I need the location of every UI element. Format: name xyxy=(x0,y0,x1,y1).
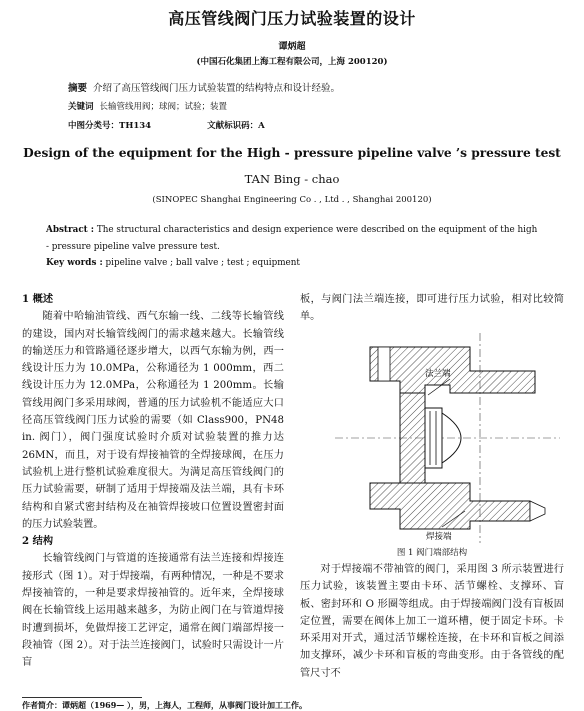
weld-end-section xyxy=(370,483,530,529)
english-abstract xyxy=(46,222,540,256)
bolt-hole xyxy=(378,347,390,381)
weld-end-label: 焊接端 xyxy=(426,532,452,542)
english-abstract-label: Abstract : xyxy=(46,225,95,235)
weld-bevel xyxy=(530,501,545,521)
english-author: TAN Bing - chao xyxy=(244,172,340,186)
chinese-affiliation: (中国石化集团上海工程有限公司，上海 200120) xyxy=(196,57,388,67)
english-keywords-text: pipeline valve ; ball valve ; test ; equipment xyxy=(105,258,300,268)
chinese-author: 谭炳超 xyxy=(278,42,306,52)
chinese-abstract xyxy=(68,80,340,94)
valve-body-wall xyxy=(400,393,425,483)
chinese-keywords-text: 长输管线用阀；球阀；试验；装置 xyxy=(99,102,228,112)
left-column xyxy=(22,291,284,672)
author-footnote: 作者简介：谭炳超（1969— ），男，上海人，工程师，从事阀门设计加工工作。 xyxy=(22,700,308,710)
english-abstract-text: The structural characteristics and design experience were described on the equipment of the high - pressure pipeline valve pressure test. xyxy=(46,225,538,252)
valve-end-figure xyxy=(330,333,562,543)
section-1-paragraph: 随着中哈输油管线、西气东输一线、二线等长输管线的建设，国内对长输管线阀门的需求越来越大。长输管线的输送压力和管路通径逐步增大，以西气东输为例，西一线设计压力为 10.0MPa，公称通径为 1 000mm，西二线设计压力为 12.0MPa，公称通径为 1 200mm。长输管线用阀门多采用球阀，普通的压力试验机不能适应大口径高压管线阀门压力试验的需要（如 Class900，PN48 in. 阀门），阀门强度试验时介质对试验装置的推力达 26MN，而且，对于设有焊接袖管的全焊接球阀，在压力试验机上进行整机试验难度很大。为满足高压管线阀门的压力试验需要，研制了适用于焊接端及法兰端，具有卡环结构和自紧式密封结构及在袖管焊接坡口位置设置密封面的压力试验装置。 xyxy=(22,311,284,530)
section-1-heading: 1 概述 xyxy=(22,293,54,305)
seat-ring xyxy=(425,408,442,468)
chinese-abstract-label: 摘要 xyxy=(68,83,88,94)
chinese-abstract-text: 介绍了高压管线阀门压力试验装置的结构特点和设计经验。 xyxy=(93,83,341,94)
right-column-top xyxy=(300,291,564,326)
right-column-bottom xyxy=(300,561,564,682)
section-2-paragraph: 长输管线阀门与管道的连接通常有法兰连接和焊接连接形式（图 1）。对于焊接端，有两种情况，一种是不要求焊接袖管的，一种是要求焊接袖管的。近年来，全焊接球阀在长输管线上运用越来越多，为防止阀门在与管道焊接时遭到损坏，免做焊接工艺评定，通常在阀门端部焊接一段袖管（图 2）。对于法兰连接阀门，试验时只需设计一片盲 xyxy=(22,553,284,669)
english-affiliation: (SINOPEC Shanghai Engineering Co . , Ltd . , Shanghai 200120) xyxy=(152,195,432,205)
right-top-paragraph: 板，与阀门法兰端连接，即可进行压力试验，相对比较简单。 xyxy=(300,294,564,323)
english-title: Design of the equipment for the High - pressure pipeline valve ’s pressure test xyxy=(23,146,561,160)
chinese-keywords-label: 关键词 xyxy=(68,102,94,112)
figure-caption: 图 1 阀门端部结构 xyxy=(396,548,468,558)
section-2-heading: 2 结构 xyxy=(22,535,54,548)
footnote-rule xyxy=(22,697,142,698)
flange-end-label: 法兰端 xyxy=(425,369,451,379)
clc-number: 中图分类号：TH134 xyxy=(68,121,152,131)
right-bottom-paragraph: 对于焊接端不带袖管的阀门，采用图 3 所示装置进行压力试验，该装置主要由卡环、活节螺栓、支撑环、盲板、密封环和 O 形圈等组成。由于焊接端阀门没有盲板固定位置，需要在阀体上加工一道环槽，便于固定卡环。卡环采用对开式，通过活节螺栓连接，在卡环和盲板之间添加支撑环，减少卡环和盲板的弯曲变形。由于各管线的配管尺寸不 xyxy=(300,564,564,679)
flange-end-section xyxy=(370,347,535,393)
chinese-title: 高压管线阀门压力试验装置的设计 xyxy=(168,9,416,28)
document-code: 文献标识码：A xyxy=(207,121,265,131)
english-keywords-label: Key words : xyxy=(46,258,103,268)
classification-line xyxy=(68,119,265,131)
english-keywords xyxy=(46,258,300,268)
chinese-keywords xyxy=(68,100,227,112)
